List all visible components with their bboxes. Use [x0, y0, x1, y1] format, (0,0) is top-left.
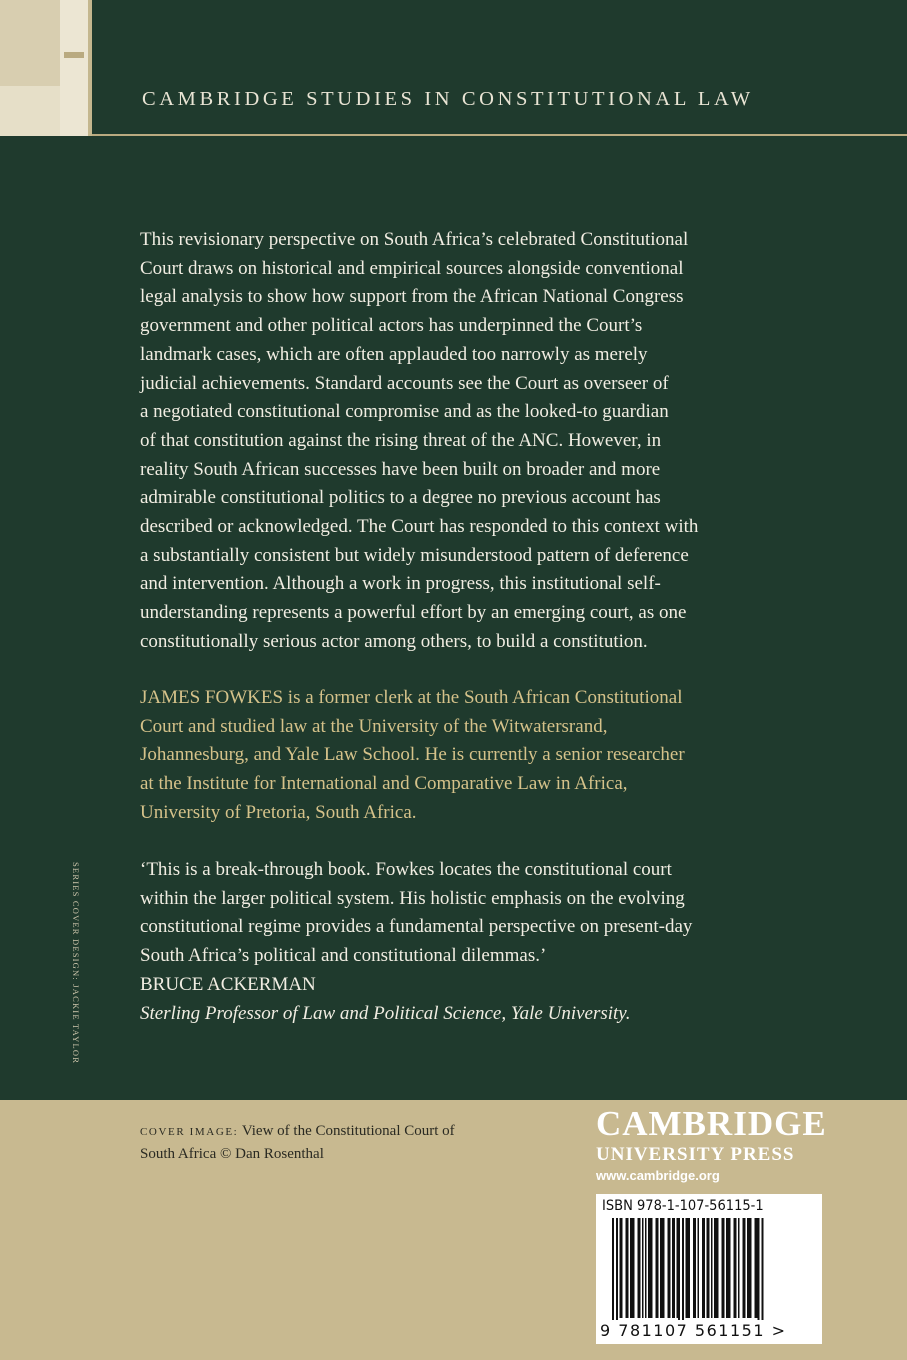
blurb-line: landmark cases, which are often applauded too narrowly as merely: [140, 343, 648, 365]
header-rule: [92, 134, 907, 136]
cover-image-credit-line: [140, 1120, 560, 1143]
author-bio-line: JAMES FOWKES is a former clerk at the South African Constitutional: [140, 687, 683, 708]
author-bio-line: Johannesburg, and Yale Law School. He is currently a senior researcher: [140, 744, 685, 766]
barcode-bar: [722, 1218, 725, 1318]
barcode-bar: [672, 1218, 675, 1318]
endorsement-quote: [140, 856, 780, 1028]
barcode-guard-bar: [758, 1218, 760, 1320]
barcode-guard-bar: [678, 1218, 680, 1320]
blurb-line: a substantially consistent but widely misunderstood pattern of deference: [140, 544, 689, 566]
quote-attribution-title: Sterling Professor of Law and Political Science, Yale University.: [140, 1002, 631, 1024]
quote-attribution-name: BRUCE ACKERMAN: [140, 973, 316, 995]
barcode-bar: [642, 1218, 644, 1318]
decorative-block: [0, 86, 60, 136]
blurb-line: a negotiated constitutional compromise and as the looked-to guardian: [140, 401, 669, 423]
publisher-subname: UNIVERSITY PRESS: [596, 1144, 795, 1165]
quote-line: South Africa’s political and constitutional dilemmas.’: [140, 945, 547, 967]
blurb-line: and intervention. Although a work in progress, this institutional self-: [140, 573, 661, 595]
series-design-credit-text: SERIES COVER DESIGN: JACKIE TAYLOR: [71, 862, 81, 1065]
cover-image-credit-line: South Africa © Dan Rosenthal: [140, 1146, 324, 1162]
quote-line: ‘This is a break-through book. Fowkes locates the constitutional court: [140, 859, 672, 880]
barcode-bar: [677, 1218, 679, 1318]
book-blurb: [140, 226, 780, 657]
barcode-bar: [714, 1218, 719, 1318]
barcode-digits: 9 781107 561151 >: [600, 1321, 787, 1340]
barcode-bar: [702, 1218, 705, 1318]
barcode-guard-bar: [616, 1218, 618, 1320]
decorative-block: [0, 0, 60, 86]
barcode-bar: [620, 1218, 623, 1318]
publisher-logo: [596, 1104, 828, 1186]
blurb-line: judicial achievements. Standard accounts see the Court as overseer of: [140, 372, 669, 394]
publisher-name: CAMBRIDGE: [596, 1104, 827, 1143]
barcode-bar: [638, 1218, 641, 1318]
blurb-line: described or acknowledged. The Court has responded to this context with: [140, 516, 699, 538]
barcode-guard-bar: [762, 1218, 764, 1320]
series-design-credit: [71, 862, 81, 1092]
quote-line: constitutional regime provides a fundamental perspective on present-day: [140, 916, 693, 938]
decorative-stripe: [64, 52, 84, 58]
blurb-line: legal analysis to show how support from the African National Congress: [140, 286, 684, 308]
barcode-bar: [747, 1218, 752, 1318]
blurb-line: This revisionary perspective on South Africa’s celebrated Constitutional: [140, 229, 689, 250]
author-bio-line: Court and studied law at the University of the Witwatersrand,: [140, 715, 608, 737]
author-bio: [140, 684, 780, 828]
cover-image-label: COVER IMAGE:: [140, 1126, 239, 1138]
barcode-guard-bar: [682, 1218, 684, 1320]
blurb-line: of that constitution against the rising threat of the ANC. However, in: [140, 429, 662, 451]
publisher-url[interactable]: www.cambridge.org: [596, 1168, 720, 1183]
barcode-bar: [707, 1218, 710, 1318]
author-bio-line: University of Pretoria, South Africa.: [140, 801, 417, 823]
blurb-line: understanding represents a powerful effort by an emerging court, as one: [140, 602, 687, 624]
quote-line: within the larger political system. His holistic emphasis on the evolving: [140, 887, 685, 909]
barcode-bar: [668, 1218, 671, 1318]
barcode-bar: [734, 1218, 737, 1318]
barcode-bar: [738, 1218, 740, 1318]
blurb-line: constitutionally serious actor among others, to build a constitution.: [140, 630, 648, 652]
blurb-line: Court draws on historical and empirical sources alongside conventional: [140, 257, 684, 279]
barcode-bar: [626, 1218, 629, 1318]
isbn-text: ISBN 978-1-107-56115-1: [602, 1198, 764, 1214]
decorative-block: [60, 0, 88, 136]
cover-image-credit: [140, 1120, 560, 1165]
blurb-line: reality South African successes have been built on broader and more: [140, 458, 661, 480]
barcode-bar: [743, 1218, 746, 1318]
barcode: [596, 1194, 822, 1344]
barcode-bar: [755, 1218, 758, 1318]
decorative-stripe: [88, 0, 92, 136]
barcode-bar: [648, 1218, 653, 1318]
barcode-bar: [698, 1218, 700, 1318]
barcode-bar: [630, 1218, 635, 1318]
barcode-bar: [711, 1218, 713, 1318]
barcode-guard-bar: [612, 1218, 614, 1320]
cover-image-text: View of the Constitutional Court of: [238, 1123, 455, 1139]
series-title: CAMBRIDGE STUDIES IN CONSTITUTIONAL LAW: [142, 88, 754, 110]
author-bio-line: at the Institute for International and Comparative Law in Africa,: [140, 773, 628, 795]
barcode-bars: [600, 1218, 818, 1320]
barcode-bar: [660, 1218, 665, 1318]
barcode-bar: [645, 1218, 647, 1318]
blurb-line: admirable constitutional politics to a degree no previous account has: [140, 487, 661, 509]
blurb-line: government and other political actors has underpinned the Court’s: [140, 315, 643, 337]
barcode-bar: [656, 1218, 659, 1318]
barcode-bar: [726, 1218, 731, 1318]
barcode-bar: [686, 1218, 691, 1318]
barcode-bar: [693, 1218, 696, 1318]
